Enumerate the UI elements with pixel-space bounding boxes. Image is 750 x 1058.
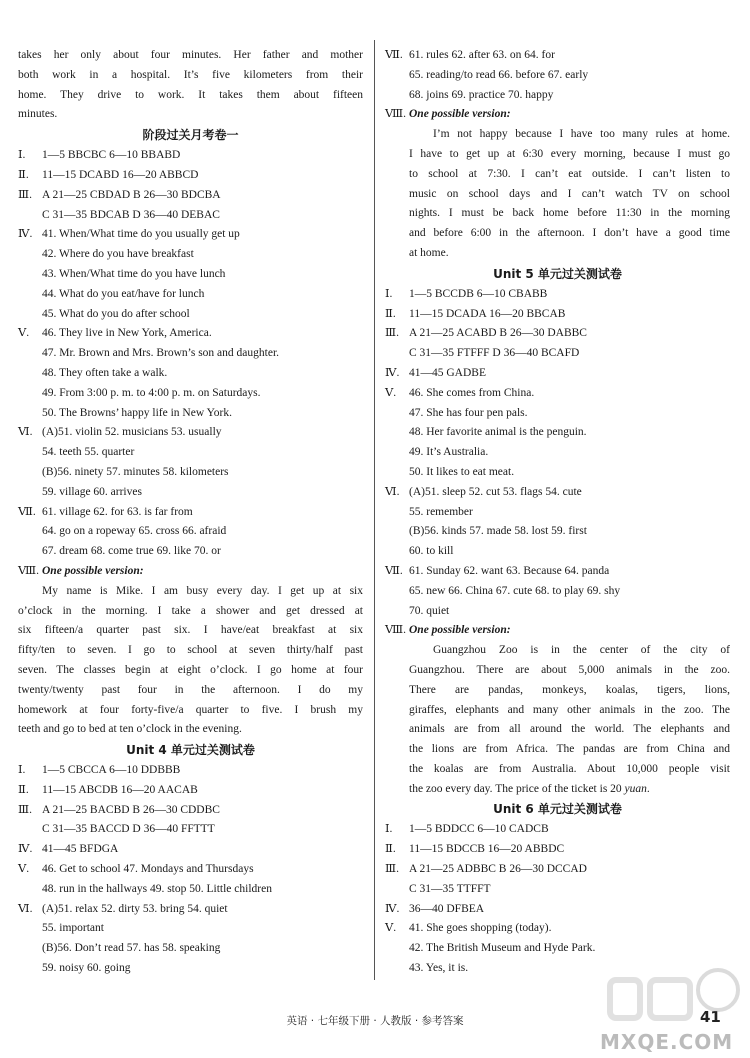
- answer-row: [18, 761, 363, 781]
- section-number: Ⅲ.: [18, 803, 32, 816]
- answer-text: One possible version:: [409, 624, 511, 637]
- section-number: Ⅰ.: [385, 287, 393, 300]
- column-divider: [374, 40, 375, 980]
- essay-line: takes her only about four minutes. Her father and mother: [18, 49, 363, 61]
- answer-text: 1—5 BCCDB 6—10 CBABB: [409, 287, 548, 300]
- answer-row: [18, 801, 363, 821]
- answer-text: 61. village 62. for 63. is far from: [42, 505, 193, 518]
- answer-row: C 31—35 TTFFT: [409, 882, 491, 895]
- answer-text: 11—15 DCADA 16—20 BBCAB: [409, 307, 566, 320]
- answer-row: 47. Mr. Brown and Mrs. Brown’s son and daughter.: [42, 347, 280, 360]
- answer-row: 67. dream 68. come true 69. like 70. or: [42, 545, 221, 558]
- section-number: Ⅲ.: [18, 188, 32, 201]
- section-number: Ⅵ.: [18, 902, 33, 915]
- answer-text: One possible version:: [409, 108, 511, 121]
- section-number: Ⅳ.: [18, 843, 33, 856]
- essay-line: Guangzhou Zoo is in the center of the city of: [433, 644, 730, 657]
- section-number: Ⅲ.: [385, 327, 399, 340]
- essay-line: minutes.: [18, 108, 58, 121]
- answer-text: 36—40 DFBEA: [409, 902, 485, 915]
- essay-line: I have to get up at 6:30 every morning, because I must go: [409, 147, 730, 160]
- answer-row: [18, 146, 363, 166]
- answer-row: 49. From 3:00 p. m. to 4:00 p. m. on Saturdays.: [42, 386, 261, 399]
- answer-text: 1—5 BDDCC 6—10 CADCB: [409, 823, 549, 836]
- answer-row: 59. village 60. arrives: [42, 485, 142, 498]
- answer-row: (B)56. ninety 57. minutes 58. kilometers: [42, 465, 229, 478]
- essay-line: teeth and go to bed at ten o’clock in the evening.: [18, 723, 242, 736]
- answer-row: 42. Where do you have breakfast: [42, 248, 194, 261]
- section-heading: Unit 6 单元过关测试卷: [493, 802, 622, 817]
- answer-text: 11—15 BDCCB 16—20 ABBDC: [409, 843, 565, 856]
- answer-row: 50. It likes to eat meat.: [409, 465, 515, 478]
- answer-text: A 21—25 BACBD B 26—30 CDDBC: [42, 803, 220, 816]
- answer-row: [385, 324, 730, 344]
- answer-row: [385, 105, 730, 125]
- answer-row: 43. When/What time do you have lunch: [42, 267, 226, 280]
- answer-row: 55. remember: [409, 505, 473, 518]
- answer-text: 41. When/What time do you usually get up: [42, 228, 240, 241]
- answer-row: 42. The British Museum and Hyde Park.: [409, 942, 596, 955]
- section-number: Ⅵ.: [385, 485, 400, 498]
- answer-text: (A)51. sleep 52. cut 53. flags 54. cute: [409, 485, 582, 498]
- essay-line: home. They drive to work. It takes them about fifteen: [18, 88, 363, 101]
- page-number: 41: [700, 1008, 721, 1026]
- answer-row: 70. quiet: [409, 604, 450, 617]
- essay-line: animals are from all around the world. The elephants and: [409, 723, 730, 736]
- answer-row: [385, 384, 730, 404]
- section-number: Ⅱ.: [385, 307, 396, 320]
- essay-line: Guangzhou. There are about 5,000 animals in the zoo.: [409, 663, 730, 676]
- essay-line: seven. The classes begin at eight o’clock. I go home at four: [18, 663, 363, 676]
- answer-row: 43. Yes, it is.: [409, 962, 469, 975]
- page-footer: 英语 · 七年级下册 · 人教版 · 参考答案: [286, 1015, 464, 1027]
- answer-row: 54. teeth 55. quarter: [42, 446, 135, 459]
- answer-text: 61. rules 62. after 63. on 64. for: [409, 49, 555, 61]
- answer-row: 59. noisy 60. going: [42, 962, 131, 975]
- answer-row: [18, 186, 363, 206]
- answer-row: [18, 900, 363, 920]
- answer-text: 41—45 GADBE: [409, 366, 486, 379]
- answer-text: 11—15 DCABD 16—20 ABBCD: [42, 168, 199, 181]
- answer-row: 49. It’s Australia.: [409, 446, 489, 459]
- essay-line: the lions are from Africa. The pandas are from China and: [409, 743, 730, 756]
- section-number: Ⅳ.: [385, 366, 400, 379]
- answer-row: (B)56. kinds 57. made 58. lost 59. first: [409, 525, 587, 538]
- section-number: Ⅶ.: [18, 505, 36, 518]
- answer-row: [18, 562, 363, 582]
- answer-row: 48. They often take a walk.: [42, 366, 168, 379]
- answer-row: 48. Her favorite animal is the penguin.: [409, 426, 587, 439]
- answer-row: 65. new 66. China 67. cute 68. to play 69. shy: [409, 584, 621, 597]
- answer-row: 65. reading/to read 66. before 67. early: [409, 68, 589, 81]
- answer-row: [385, 46, 730, 66]
- section-number: Ⅰ.: [18, 764, 26, 777]
- answer-text: 1—5 BBCBC 6—10 BBABD: [42, 149, 181, 162]
- section-number: Ⅴ.: [385, 922, 397, 935]
- answer-row: [385, 305, 730, 325]
- answer-text: A 21—25 ADBBC B 26—30 DCCAD: [409, 863, 587, 876]
- answer-text: One possible version:: [42, 564, 144, 577]
- section-number: Ⅱ.: [385, 843, 396, 856]
- answer-text: 41—45 BFDGA: [42, 843, 119, 856]
- section-number: Ⅷ.: [385, 108, 406, 121]
- essay-line: o’clock in the morning. I take a shower and get dressed at: [18, 604, 363, 617]
- right-column: [385, 46, 730, 979]
- answer-row: [18, 324, 363, 344]
- answer-row: 45. What do you do after school: [42, 307, 190, 320]
- answer-row: [385, 621, 730, 641]
- essay-line: There are pandas, monkeys, koalas, tigers, lions,: [409, 683, 730, 696]
- answer-row: [385, 364, 730, 384]
- answer-row: C 31—35 FTFFF D 36—40 BCAFD: [409, 347, 580, 360]
- answer-text: (A)51. relax 52. dirty 53. bring 54. quiet: [42, 902, 228, 915]
- section-heading: 阶段过关月考卷一: [142, 128, 239, 143]
- answer-row: [18, 860, 363, 880]
- essay-line: to school at 7:30. I can’t eat outside. I can’t listen to: [409, 167, 730, 180]
- section-number: Ⅶ.: [385, 49, 403, 61]
- answer-text: 1—5 CBCCA 6—10 DDBBB: [42, 764, 181, 777]
- answer-row: 60. to kill: [409, 545, 454, 558]
- section-number: Ⅰ.: [385, 823, 393, 836]
- section-number: Ⅴ.: [18, 327, 30, 340]
- answer-row: C 31—35 BACCD D 36—40 FFTTT: [42, 823, 215, 836]
- answer-row: [18, 781, 363, 801]
- answer-row: 64. go on a ropeway 65. cross 66. afraid: [42, 525, 227, 538]
- answer-text: A 21—25 ACABD B 26—30 DABBC: [409, 327, 587, 340]
- section-number: Ⅳ.: [385, 902, 400, 915]
- essay-line: music on school days and I can’t watch TV on school: [409, 187, 730, 200]
- section-heading: Unit 4 单元过关测试卷: [126, 743, 255, 758]
- answer-row: [18, 423, 363, 443]
- essay-line: My name is Mike. I am busy every day. I get up at six: [42, 584, 363, 597]
- answer-row: 44. What do you eat/have for lunch: [42, 287, 205, 300]
- essay-line: six fifteen/a quarter past six. I have/eat breakfast at six: [18, 624, 363, 637]
- answer-row: [18, 225, 363, 245]
- essay-line: the zoo every day. The price of the ticket is 20 yuan.: [409, 782, 650, 795]
- section-heading: Unit 5 单元过关测试卷: [493, 266, 622, 281]
- answer-row: [385, 900, 730, 920]
- answer-text: 41. She goes shopping (today).: [409, 922, 552, 935]
- section-number: Ⅱ.: [18, 168, 29, 181]
- essay-line: the koalas are from Australia. About 10,000 people visit: [409, 762, 730, 775]
- essay-line: both work in a hospital. It’s five kilometers from their: [18, 68, 363, 81]
- answer-row: [18, 166, 363, 186]
- section-number: Ⅲ.: [385, 863, 399, 876]
- section-number: Ⅱ.: [18, 783, 29, 796]
- answer-row: (B)56. Don’t read 57. has 58. speaking: [42, 942, 221, 955]
- section-number: Ⅷ.: [18, 564, 39, 577]
- essay-line: giraffes, elephants and many other animals in the zoo. The: [409, 703, 730, 716]
- answer-row: [385, 860, 730, 880]
- answer-row: 47. She has four pen pals.: [409, 406, 528, 419]
- answer-row: [385, 919, 730, 939]
- answer-row: 68. joins 69. practice 70. happy: [409, 88, 554, 101]
- answer-row: C 31—35 BDCAB D 36—40 DEBAC: [42, 208, 220, 221]
- left-column: [18, 46, 363, 979]
- section-number: Ⅵ.: [18, 426, 33, 439]
- answer-text: (A)51. violin 52. musicians 53. usually: [42, 426, 222, 439]
- answer-row: [385, 820, 730, 840]
- essay-line: I’m not happy because I have too many rules at home.: [433, 128, 730, 141]
- essay-line: twenty/twenty past four in the afternoon. I do my: [18, 683, 363, 696]
- section-number: Ⅷ.: [385, 624, 406, 637]
- answer-text: 46. Get to school 47. Mondays and Thursdays: [42, 863, 254, 876]
- answer-row: [385, 840, 730, 860]
- answer-row: 48. run in the hallways 49. stop 50. Little children: [42, 882, 272, 895]
- answer-text: 46. She comes from China.: [409, 386, 535, 399]
- answer-text: 61. Sunday 62. want 63. Because 64. panda: [409, 564, 610, 577]
- answer-text: A 21—25 CBDAD B 26—30 BDCBA: [42, 188, 221, 201]
- answer-text: 11—15 ABCDB 16—20 AACAB: [42, 783, 198, 796]
- section-number: Ⅴ.: [385, 386, 397, 399]
- answer-text: 46. They live in New York, America.: [42, 327, 212, 340]
- essay-line: fifty/ten to seven. I go to school at seven thirty/half past: [18, 644, 363, 657]
- answer-row: [385, 562, 730, 582]
- essay-line: and before 6:00 in the afternoon. I don’t have a good time: [409, 227, 730, 240]
- essay-line: nights. I must be back home before 11:30 in the morning: [409, 207, 730, 220]
- section-number: Ⅶ.: [385, 564, 403, 577]
- section-number: Ⅳ.: [18, 228, 33, 241]
- essay-line: at home.: [409, 246, 449, 259]
- watermark-text: MXQE.COM: [600, 1030, 734, 1054]
- section-number: Ⅰ.: [18, 149, 26, 162]
- answer-row: [18, 840, 363, 860]
- answer-row: [385, 285, 730, 305]
- essay-line: homework at four forty-five/a quarter to five. I brush my: [18, 703, 363, 716]
- section-number: Ⅴ.: [18, 863, 30, 876]
- answer-row: [385, 483, 730, 503]
- answer-row: [18, 503, 363, 523]
- answer-row: 55. important: [42, 922, 104, 935]
- answer-row: 50. The Browns’ happy life in New York.: [42, 406, 232, 419]
